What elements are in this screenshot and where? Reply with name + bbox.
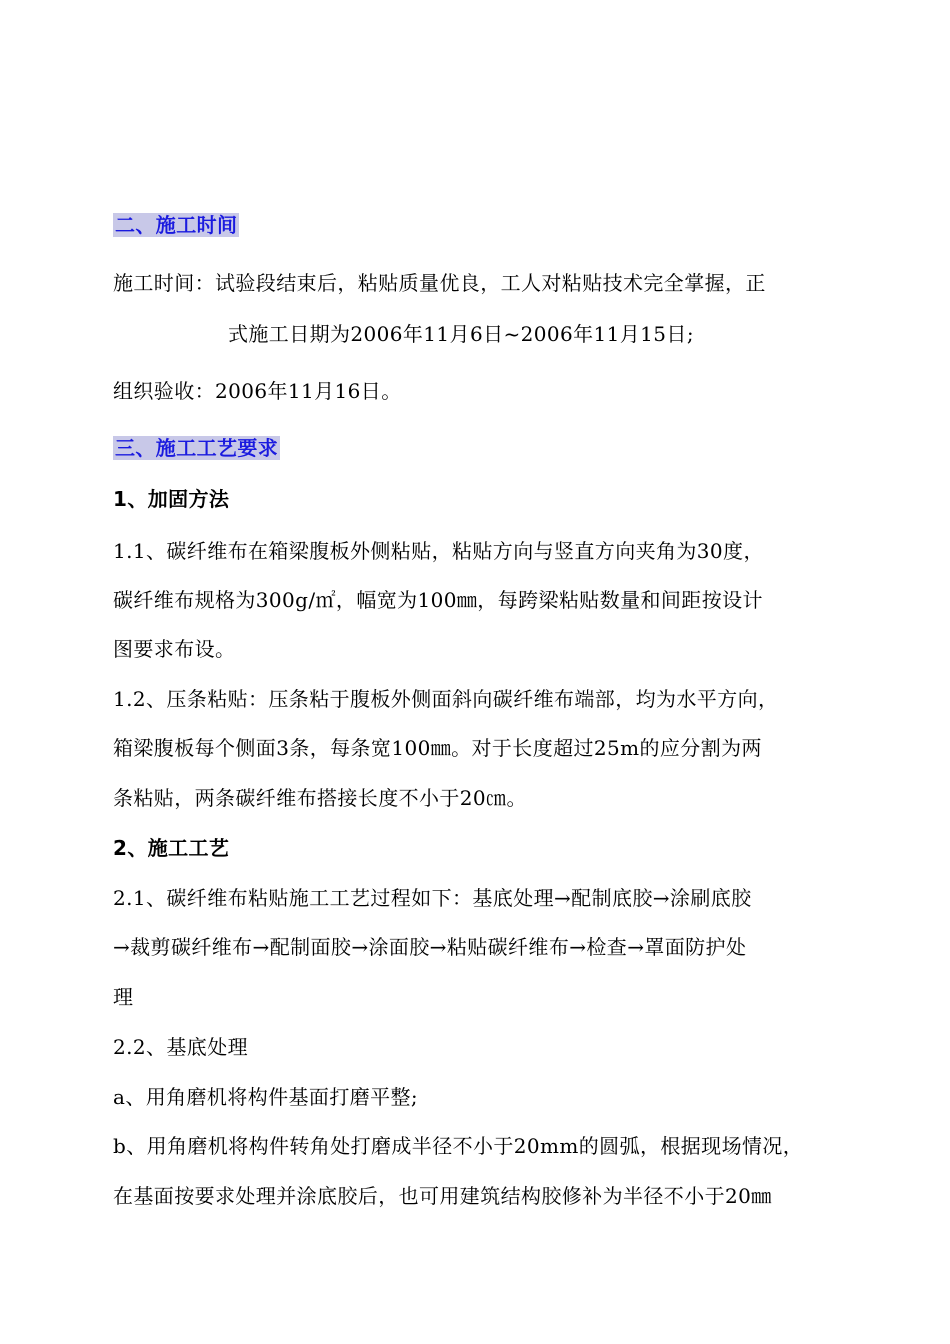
construction-time-line-1: 施工时间：试验段结束后，粘贴质量优良，工人对粘贴技术完全掌握，正 [113,271,766,295]
section-heading-text: 三、施工工艺要求 [115,436,279,460]
paragraph-2-2-title: 2.2、基底处理 [113,1035,249,1059]
acceptance-line: 组织验收：2006年11月16日。 [113,379,402,403]
paragraph-1-1-line-3: 图要求布设。 [113,637,236,661]
section-heading-process-requirements [113,434,280,462]
subheading-reinforcement-method: 1、加固方法 [113,487,230,511]
paragraph-1-1-line-2: 碳纤维布规格为300g/㎡，幅宽为100㎜，每跨梁粘贴数量和间距按设计 [113,588,763,612]
paragraph-1-2-line-1: 1.2、压条粘贴：压条粘于腹板外侧面斜向碳纤维布端部，均为水平方向， [113,687,779,711]
construction-time-line-2: 式施工日期为2006年11月6日~2006年11月15日; [228,322,694,346]
section-heading-construction-time [113,211,239,239]
list-item-b-line-2: 在基面按要求处理并涂底胶后，也可用建筑结构胶修补为半径不小于20㎜ [113,1184,772,1208]
paragraph-2-1-line-2: →裁剪碳纤维布→配制面胶→涂面胶→粘贴碳纤维布→检查→罩面防护处 [113,935,747,959]
list-item-a: a、用角磨机将构件基面打磨平整; [113,1085,419,1109]
paragraph-1-2-line-2: 箱梁腹板每个侧面3条，每条宽100㎜。对于长度超过25m的应分割为两 [113,736,762,760]
section-heading-text: 二、施工时间 [115,213,238,237]
paragraph-1-1-line-1: 1.1、碳纤维布在箱梁腹板外侧粘贴，粘贴方向与竖直方向夹角为30度， [113,539,764,563]
paragraph-2-1-line-3: 理 [113,985,134,1009]
paragraph-2-1-line-1: 2.1、碳纤维布粘贴施工工艺过程如下：基底处理→配制底胶→涂刷底胶 [113,886,752,910]
paragraph-1-2-line-3: 条粘贴，两条碳纤维布搭接长度不小于20㎝。 [113,786,527,810]
subheading-construction-process: 2、施工工艺 [113,836,230,860]
list-item-b-line-1: b、用角磨机将构件转角处打磨成半径不小于20mm的圆弧，根据现场情况， [113,1134,804,1158]
